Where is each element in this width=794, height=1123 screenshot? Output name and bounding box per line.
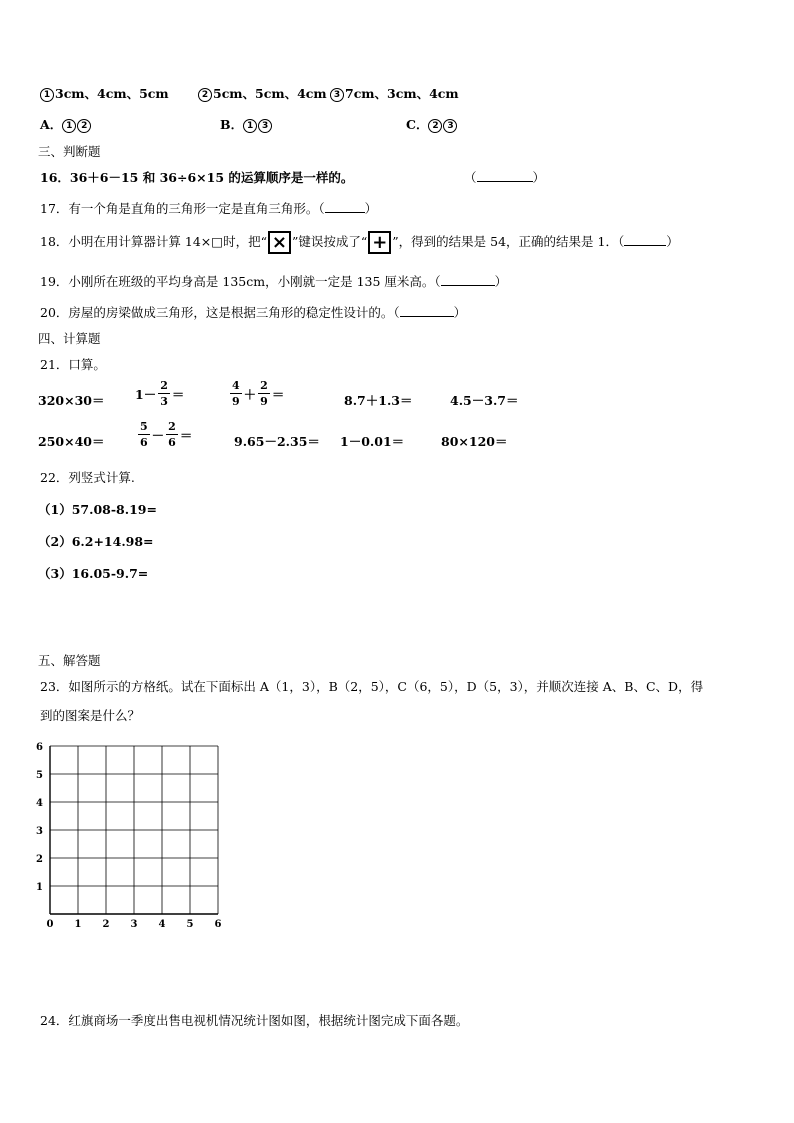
mental-math-r1c5: 4.5－3.7＝ <box>450 393 519 408</box>
section-5-title: 五、解答题 <box>38 653 101 668</box>
x-axis-label: 3 <box>130 919 138 930</box>
y-axis-label: 3 <box>36 826 43 837</box>
mental-math-r2c3: 9.65－2.35＝ <box>234 434 320 449</box>
x-axis-label: 0 <box>46 919 54 930</box>
mental-math-r2c4: 1－0.01＝ <box>340 434 405 449</box>
section-3-title: 三、判断题 <box>38 144 101 159</box>
question-22-title: 22．列竖式计算. <box>40 470 135 485</box>
section-4-title: 四、计算题 <box>38 331 101 346</box>
vertical-calc-item-2: （2）6.2+14.98= <box>38 534 154 549</box>
y-axis-label: 5 <box>36 770 43 781</box>
fraction: $\frac{2}{9}$ <box>260 379 268 408</box>
mental-math-r1c1: 320×30＝ <box>38 393 105 408</box>
fraction: $\frac{2}{3}$ <box>160 379 168 408</box>
y-axis-label: 4 <box>36 798 43 809</box>
question-17: 17．有一个角是直角的三角形一定是直角三角形。（ ） <box>40 201 378 216</box>
q15-choice-c: C． 2 3 <box>406 115 458 133</box>
q15-option-3: 3 7cm、3cm、4cm <box>330 84 459 102</box>
question-16: 16．36＋6－15 和 36÷6×15 的运算顺序是一样的。 <box>40 170 354 185</box>
q19-answer-blank[interactable] <box>441 274 495 286</box>
question-19: 19．小刚所在班级的平均身高是 135cm，小刚就一定是 135 厘米高。（ ） <box>40 274 508 289</box>
vertical-calc-item-1: （1）57.08-8.19= <box>38 502 157 517</box>
mental-math-r1c4: 8.7＋1.3＝ <box>344 393 413 408</box>
grid-lines <box>50 746 218 914</box>
circle-number-2: 2 <box>198 88 212 102</box>
q17-answer-blank[interactable] <box>325 201 365 213</box>
q16-answer-blank[interactable]: （ ） <box>464 170 546 185</box>
question-20: 20．房屋的房梁做成三角形，这是根据三角形的稳定性设计的。（ ） <box>40 305 467 320</box>
mental-math-r2c1: 250×40＝ <box>38 434 105 449</box>
x-axis-label: 2 <box>102 919 110 930</box>
mental-math-r1c3: $\frac{4}{9}$ ＋ $\frac{2}{9}$ ＝ <box>232 379 285 408</box>
q20-answer-blank[interactable] <box>400 305 454 317</box>
y-axis-label: 1 <box>36 882 43 893</box>
q15-option-1: 1 3cm、4cm、5cm <box>40 84 169 102</box>
q15-choice-a: A． 1 2 <box>40 115 92 133</box>
q15-option-2: 2 5cm、5cm、4cm <box>198 84 327 102</box>
x-axis-label: 1 <box>74 919 82 930</box>
question-24: 24．红旗商场一季度出售电视机情况统计图如图，根据统计图完成下面各题。 <box>40 1013 469 1028</box>
question-23-line-1: 23．如图所示的方格纸。试在下面标出 A（1，3），B（2，5），C（6，5），D（5，3），并顺次连接 A、B、C、D，得 <box>40 679 704 694</box>
q15-choice-b: B． 1 3 <box>220 115 273 133</box>
fraction: $\frac{2}{6}$ <box>168 420 176 449</box>
fraction: $\frac{5}{6}$ <box>140 420 148 449</box>
x-axis-label: 6 <box>214 919 222 930</box>
question-21-title: 21．口算。 <box>40 357 106 372</box>
multiply-key-icon: × <box>268 231 291 254</box>
plus-key-icon: + <box>368 231 391 254</box>
grid-labels <box>36 742 221 930</box>
mental-math-r2c5: 80×120＝ <box>441 434 508 449</box>
question-18: 18．小明在用计算器计算 14×□时，把“ × ”键误按成了“ + ”，得到的结果是 54，正确的结果是 1．（ ） <box>40 232 679 253</box>
coordinate-grid[interactable] <box>30 740 230 932</box>
q18-answer-blank[interactable] <box>624 234 666 246</box>
x-axis-label: 4 <box>158 919 166 930</box>
fraction: $\frac{4}{9}$ <box>232 379 240 408</box>
vertical-calc-item-3: （3）16.05-9.7= <box>38 566 149 581</box>
question-23-line-2: 到的图案是什么？ <box>40 708 141 723</box>
mental-math-r2c2: $\frac{5}{6}$ － $\frac{2}{6}$ ＝ <box>140 420 193 449</box>
circle-number-1: 1 <box>40 88 54 102</box>
circle-number-3: 3 <box>330 88 344 102</box>
y-axis-label: 6 <box>36 742 43 753</box>
y-axis-label: 2 <box>36 854 43 865</box>
x-axis-label: 5 <box>186 919 194 930</box>
mental-math-r1c2: 1－ $\frac{2}{3}$ ＝ <box>135 379 185 408</box>
